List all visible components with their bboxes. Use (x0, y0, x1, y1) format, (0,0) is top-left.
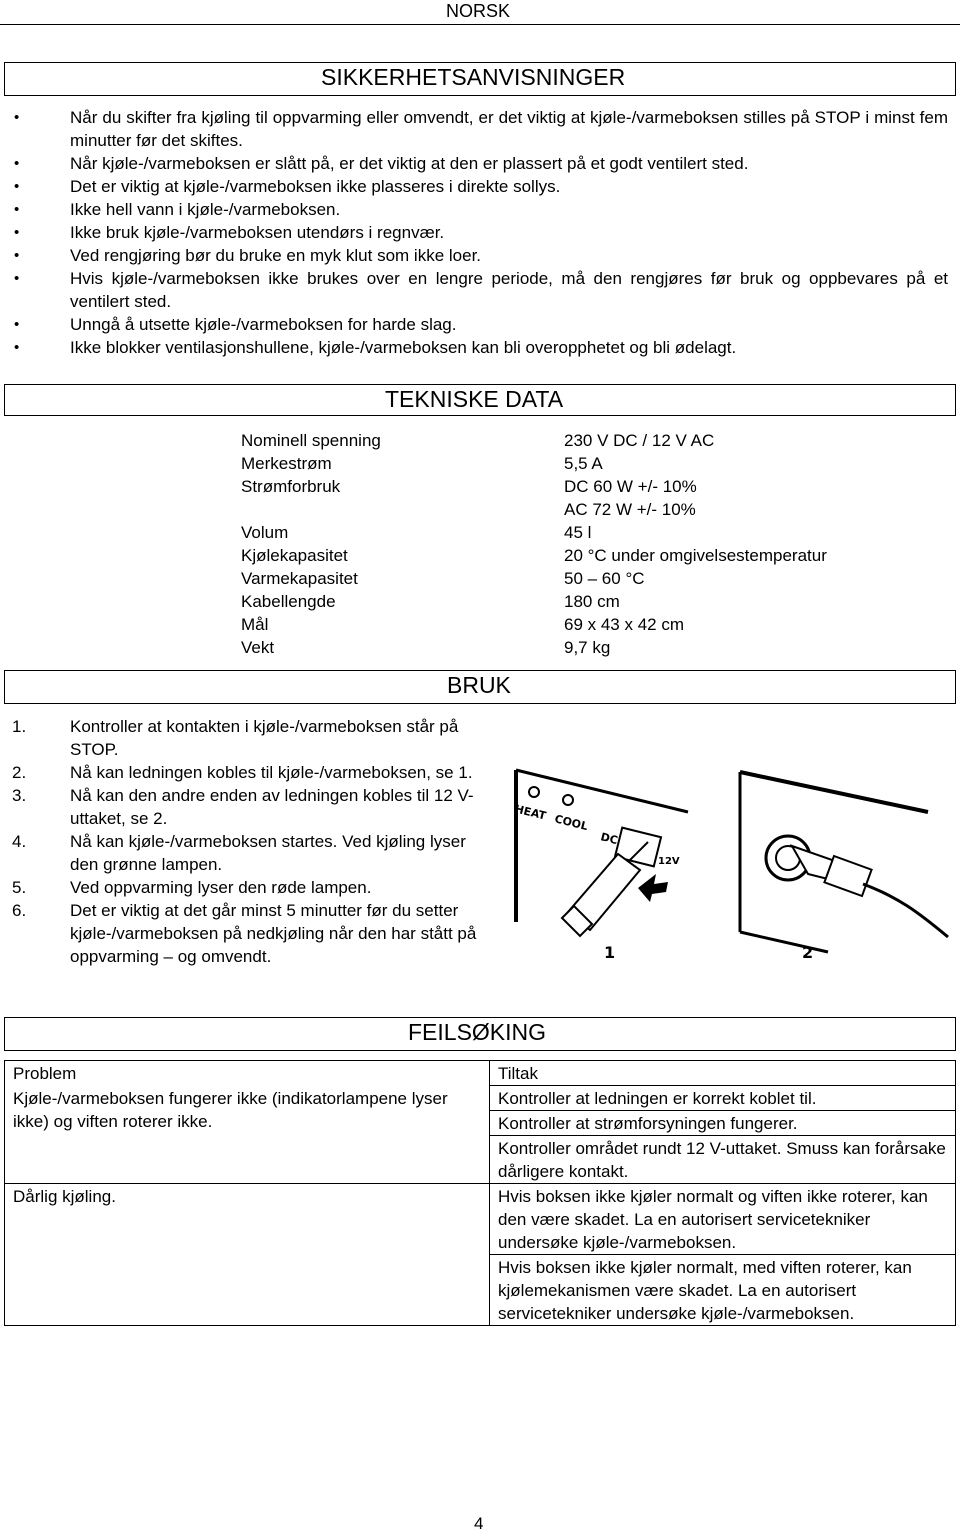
spec-label: Kjølekapasitet (241, 546, 348, 565)
spec-row (0, 613, 960, 636)
specs-title-box (4, 384, 956, 416)
safety-title-box (4, 62, 956, 96)
dc-label: DC (599, 830, 620, 848)
usage-step (0, 715, 490, 761)
usage-title: BRUK (447, 672, 511, 698)
spec-label: Nominell spenning (241, 431, 381, 450)
spec-row (0, 636, 960, 659)
usage-step (0, 899, 490, 968)
spec-value: 50 – 60 °C (564, 569, 645, 588)
spec-label: Strømforbruk (241, 477, 341, 496)
safety-item: • Ikke blokker ventilasjonshullene, kjøle-/varmeboksen kan bli overopphetet og bli ødelagt. (0, 336, 960, 359)
spec-row (0, 521, 960, 544)
spec-row (0, 452, 960, 475)
safety-item: • Unngå å utsette kjøle-/varmeboksen for harde slag. (0, 313, 960, 336)
troubleshooting-title: FEILSØKING (408, 1019, 547, 1045)
action-cell: Hvis boksen ikke kjøler normalt, med viften roterer, kan kjølemekanismen være skadet. La en autorisert servicetekniker undersøke kjøle-/varmeboksen. (490, 1255, 956, 1326)
step-number: 5. (12, 878, 27, 897)
spec-value: 45 l (564, 523, 592, 542)
spec-value: 5,5 A (564, 454, 603, 473)
spec-label: Kabellengde (241, 592, 336, 611)
usage-step (0, 876, 490, 899)
step-text: Kontroller at kontakten i kjøle-/varmeboksen står på STOP. (70, 717, 459, 759)
step-text: Nå kan den andre enden av ledningen kobles til 12 V-uttaket, se 2. (70, 786, 474, 828)
safety-title: SIKKERHETSANVISNINGER (321, 64, 626, 90)
action-cell: Kontroller at ledningen er korrekt koblet til. (490, 1086, 956, 1111)
table-row (5, 1184, 956, 1255)
usage-step (0, 761, 490, 784)
figure-label-1: 1 (604, 943, 616, 962)
action-cell: Hvis boksen ikke kjøler normalt og viften ikke roterer, kan den være skadet. La en autorisert servicetekniker undersøke kjøle-/varmeboksen. (490, 1184, 956, 1255)
header-rule (0, 24, 960, 25)
cool-label: COOL (553, 812, 590, 834)
spec-row (0, 567, 960, 590)
specs-title: TEKNISKE DATA (385, 386, 564, 412)
step-text: Det er viktig at det går minst 5 minutter før du setter kjøle-/varmeboksen på nedkjøling når den har stått på oppvarming – og omvendt. (70, 901, 477, 966)
table-row (5, 1086, 956, 1111)
arrow-icon (638, 874, 668, 902)
panel-car-socket (740, 772, 948, 962)
spec-value: 230 V DC / 12 V AC (564, 431, 715, 450)
usage-step (0, 830, 490, 876)
safety-list (0, 106, 960, 359)
spec-label: Volum (241, 523, 289, 542)
step-number: 4. (12, 832, 27, 851)
spec-row (0, 475, 960, 498)
problem-cell: Dårlig kjøling. (5, 1184, 490, 1326)
action-cell: Kontroller at strømforsyningen fungerer. (490, 1111, 956, 1136)
spec-row (0, 544, 960, 567)
heat-label: HEAT (513, 802, 548, 823)
safety-item: • Det er viktig at kjøle-/varmeboksen ikke plasseres i direkte sollys. (0, 175, 960, 198)
connection-illustration (508, 762, 952, 972)
table-header-row (5, 1061, 956, 1086)
spec-row (0, 590, 960, 613)
step-text: Ved oppvarming lyser den røde lampen. (70, 878, 372, 897)
specs-table (0, 429, 960, 659)
v12-label: 12V (658, 856, 680, 867)
safety-item: • Ikke bruk kjøle-/varmeboksen utendørs i regnvær. (0, 221, 960, 244)
safety-item: • Ikke hell vann i kjøle-/varmeboksen. (0, 198, 960, 221)
header-problem: Problem (5, 1061, 490, 1086)
spec-value: DC 60 W +/- 10% (564, 477, 697, 496)
step-text: Nå kan ledningen kobles til kjøle-/varmeboksen, se 1. (70, 763, 473, 782)
panel-cooler-socket (513, 770, 688, 962)
safety-item: • Når kjøle-/varmeboksen er slått på, er det viktig at den er plassert på et godt ventilert sted. (0, 152, 960, 175)
spec-row (0, 429, 960, 452)
usage-step (0, 784, 490, 830)
step-text: Nå kan kjøle-/varmeboksen startes. Ved kjøling lyser den grønne lampen. (70, 832, 466, 874)
troubleshooting-table (4, 1060, 956, 1326)
step-number: 1. (12, 717, 27, 736)
problem-cell: Kjøle-/varmeboksen fungerer ikke (indikatorlampene lyser ikke) og viften roterer ikke. (5, 1086, 490, 1184)
step-number: 6. (12, 901, 27, 920)
spec-value: 20 °C under omgivelsestemperatur (564, 546, 827, 565)
figure-label-2: 2 (802, 943, 814, 962)
usage-title-box (4, 670, 956, 704)
header-action: Tiltak (490, 1061, 956, 1086)
spec-value: AC 72 W +/- 10% (564, 500, 696, 519)
step-number: 3. (12, 786, 27, 805)
spec-row (0, 498, 960, 521)
safety-item: • Ved rengjøring bør du bruke en myk klut som ikke loer. (0, 244, 960, 267)
action-cell: Kontroller området rundt 12 V-uttaket. Smuss kan forårsake dårligere kontakt. (490, 1136, 956, 1184)
spec-label: Merkestrøm (241, 454, 332, 473)
safety-item: • Hvis kjøle-/varmeboksen ikke brukes over en lengre periode, må den rengjøres før bruk og oppbevares på et ventilert sted. (0, 267, 960, 313)
spec-label: Vekt (241, 638, 275, 657)
spec-value: 9,7 kg (564, 638, 611, 657)
troubleshooting-title-box (4, 1017, 956, 1051)
spec-value: 180 cm (564, 592, 620, 611)
page-number: 4 (474, 1514, 484, 1533)
step-number: 2. (12, 763, 27, 782)
usage-steps (0, 715, 490, 968)
header-language: NORSK (446, 1, 511, 21)
spec-label: Varmekapasitet (241, 569, 358, 588)
spec-value: 69 x 43 x 42 cm (564, 615, 685, 634)
spec-label: Mål (241, 615, 269, 634)
safety-item: • Når du skifter fra kjøling til oppvarming eller omvendt, er det viktig at kjøle-/varmeboksen stilles på STOP i minst fem minutter før det skiftes. (0, 106, 960, 152)
